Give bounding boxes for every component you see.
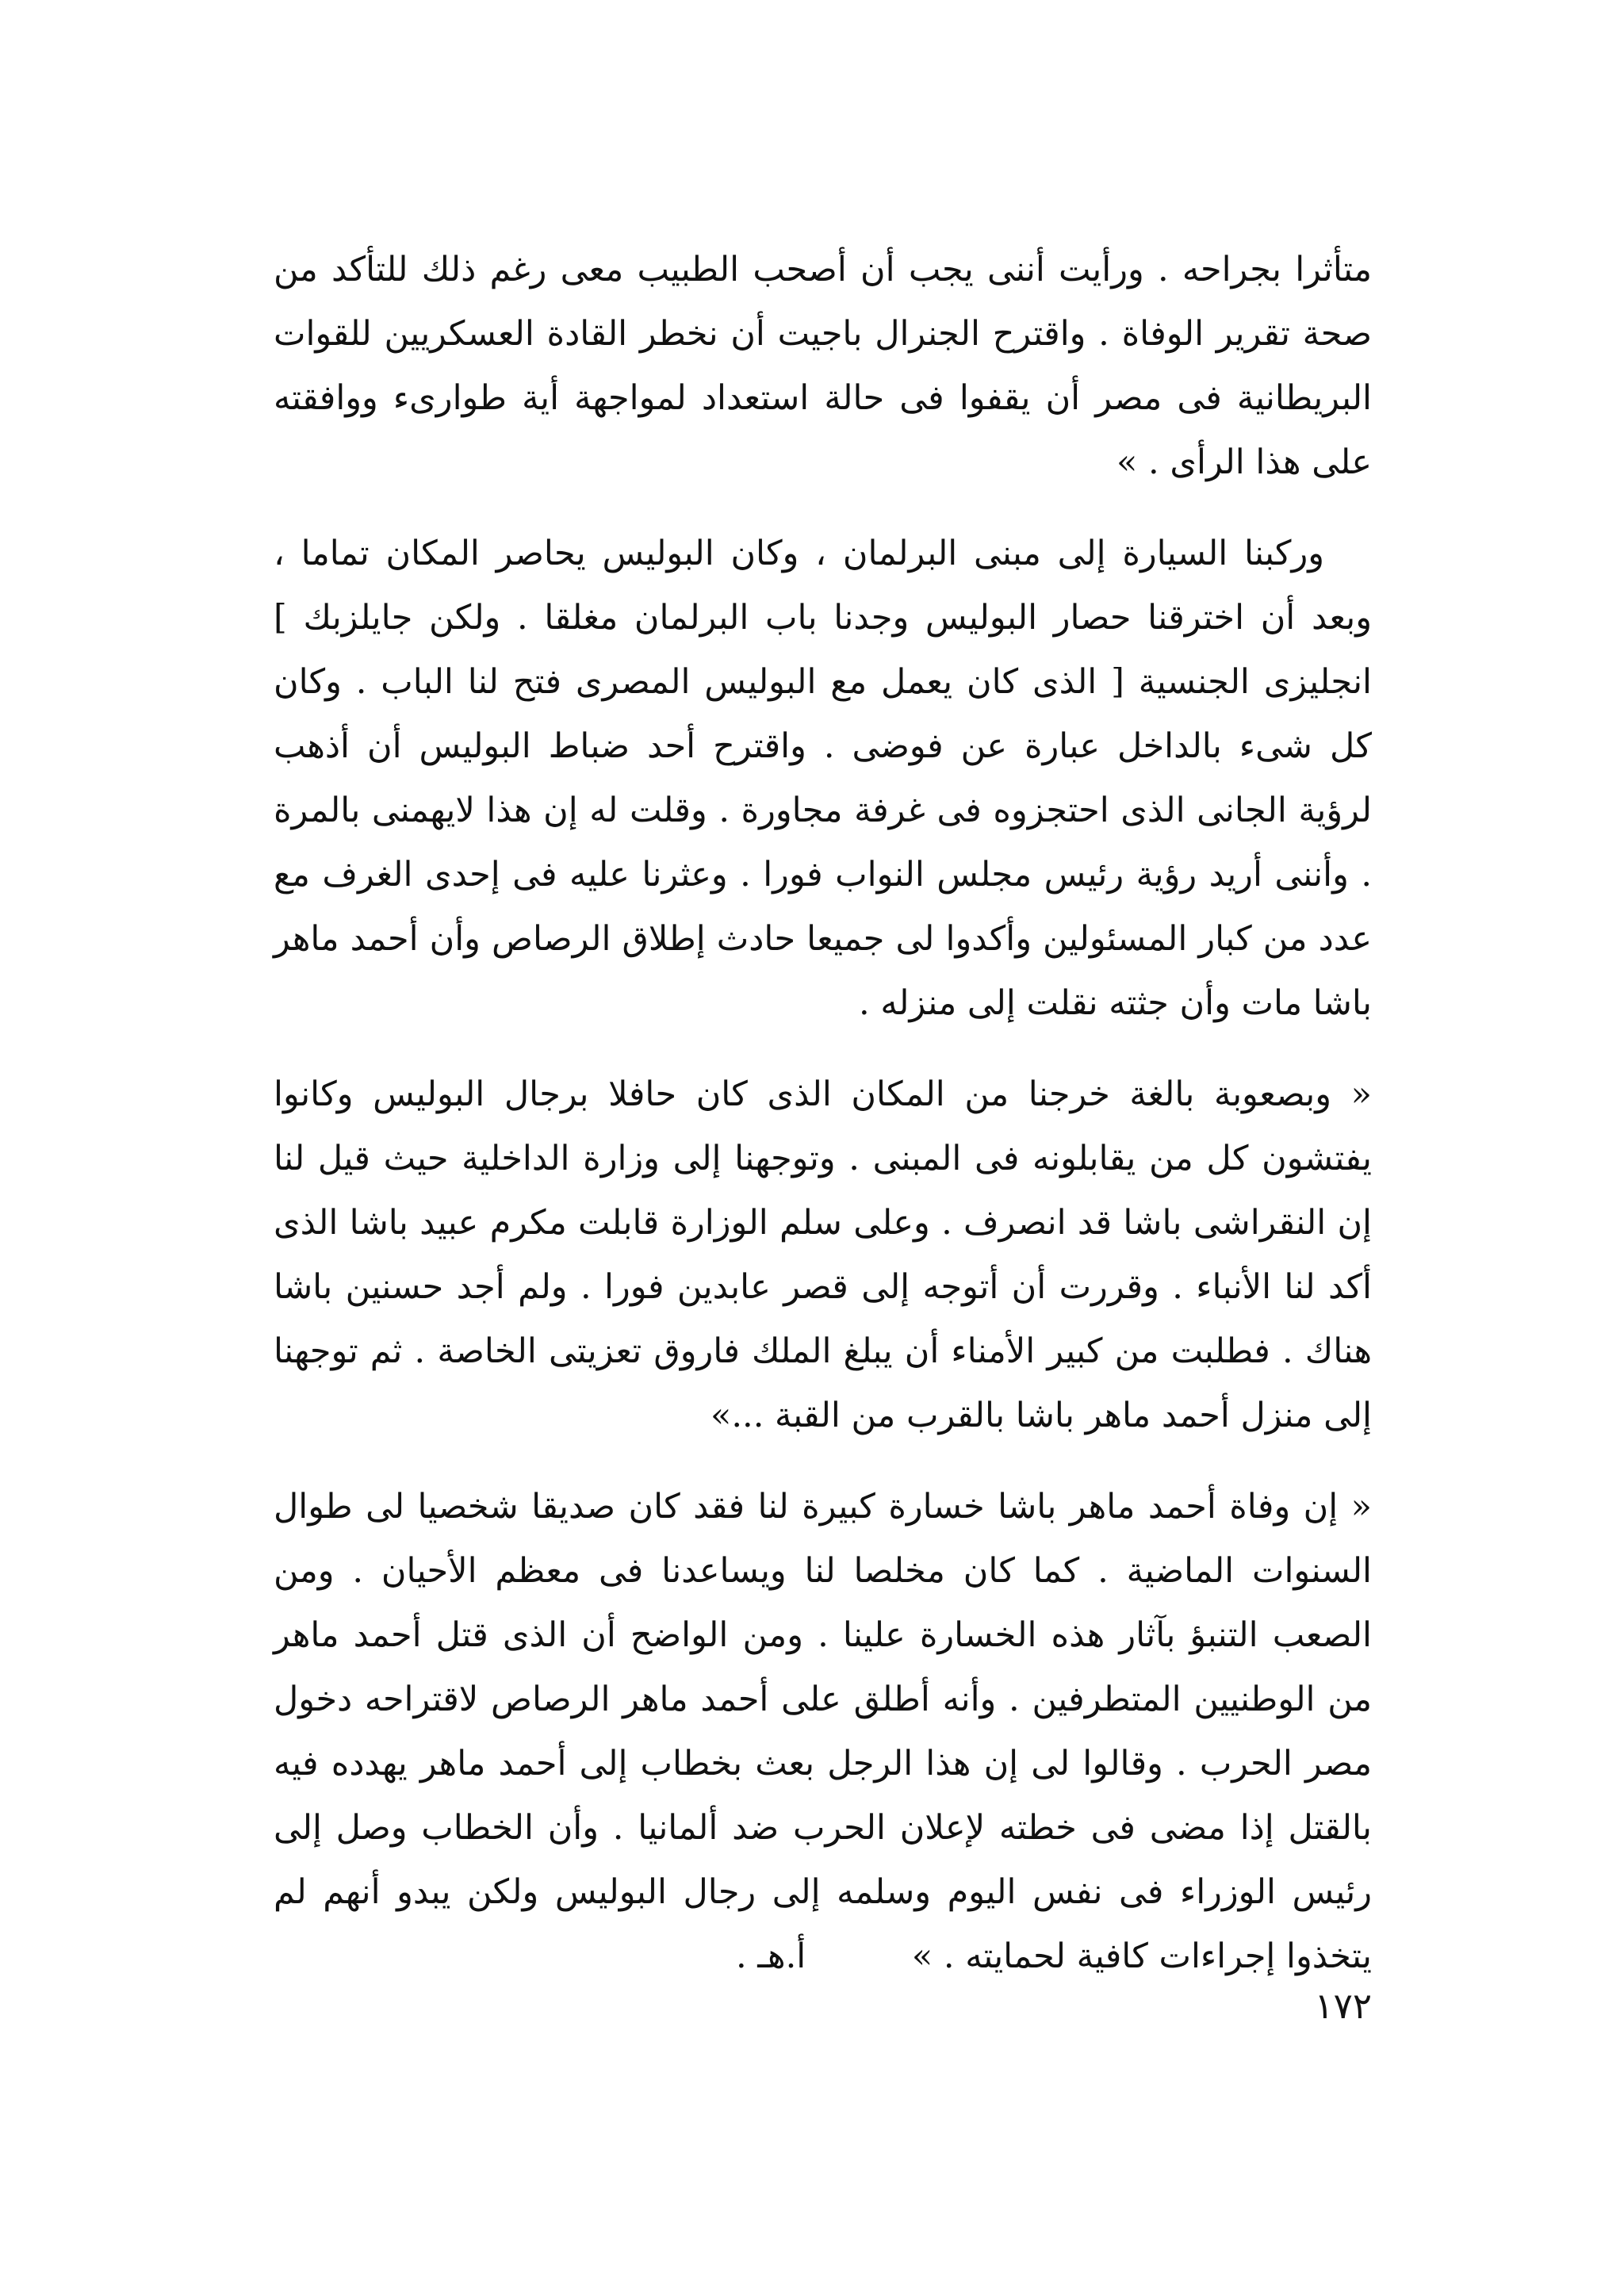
page-number: ١٧٢	[1314, 1985, 1372, 2027]
paragraph-3: « وبصعوبة بالغة خرجنا من المكان الذى كان حافلا برجال البوليس وكانوا يفتشون كل من يقابلونه فى المبنى . وتوجهنا إلى وزارة الداخلية حيث قيل لنا إن النقراشى باشا قد انصرف . وعلى سلم الوزارة قابلت مكرم عبيد باشا الذى أكد لنا الأنباء . وقررت أن أتوجه إلى قصر عابدين فورا . ولم أجد حسنين باشا هناك . فطلبت من كبير الأمناء أن يبلغ الملك فاروق تعزيتى الخاصة . ثم توجهنا إلى منزل أحمد ماهر باشا بالقرب من القبة ...»	[274, 1075, 1372, 1435]
signature-text: أ.هـ .	[735, 1937, 806, 1976]
document-body	[274, 238, 1372, 1989]
paragraph-1: متأثرا بجراحه . ورأيت أننى يجب أن أصحب الطبيب معى رغم ذلك للتأكد من صحة تقرير الوفاة . واقترح الجنرال باجيت أن نخطر القادة العسكريين للقوات البريطانية فى مصر أن يقفوا فى حالة استعداد لمواجهة أية طوارىء ووافقته على هذا الرأى . »	[274, 250, 1372, 482]
paragraph-4	[274, 1475, 1372, 1989]
paragraph-2: وركبنا السيارة إلى مبنى البرلمان ، وكان البوليس يحاصر المكان تماما ، وبعد أن اخترقنا حصار البوليس وجدنا باب البرلمان مغلقا . ولكن جايلزبك ] انجليزى الجنسية [ الذى كان يعمل مع البوليس المصرى فتح لنا الباب . وكان كل شىء بالداخل عبارة عن فوضى . واقترح أحد ضباط البوليس أن أذهب لرؤية الجانى الذى احتجزوه فى غرفة مجاورة . وقلت له إن هذا لايهمنى بالمرة . وأننى أريد رؤية رئيس مجلس النواب فورا . وعثرنا عليه فى إحدى الغرف مع عدد من كبار المسئولين وأكدوا لى جميعا حادث إطلاق الرصاص وأن أحمد ماهر باشا مات وأن جثته نقلت إلى منزله .	[274, 534, 1372, 1023]
paragraph-4-text: « إن وفاة أحمد ماهر باشا خسارة كبيرة لنا فقد كان صديقا شخصيا لى طوال السنوات الماضية . كما كان مخلصا لنا ويساعدنا فى معظم الأحيان . ومن الصعب التنبؤ بآثار هذه الخسارة علينا . ومن الواضح أن الذى قتل أحمد ماهر من الوطنيين المتطرفين . وأنه أطلق على أحمد ماهر الرصاص لاقتراحه دخول مصر الحرب . وقالوا لى إن هذا الرجل بعث بخطاب إلى أحمد ماهر يهدده فيه بالقتل إذا مضى فى خطته لإعلان الحرب ضد ألمانيا . وأن الخطاب وصل إلى رئيس الوزراء فى نفس اليوم وسلمه إلى رجال البوليس ولكن يبدو أنهم لم يتخذوا إجراءات كافية لحمايته . »	[274, 1487, 1372, 1976]
